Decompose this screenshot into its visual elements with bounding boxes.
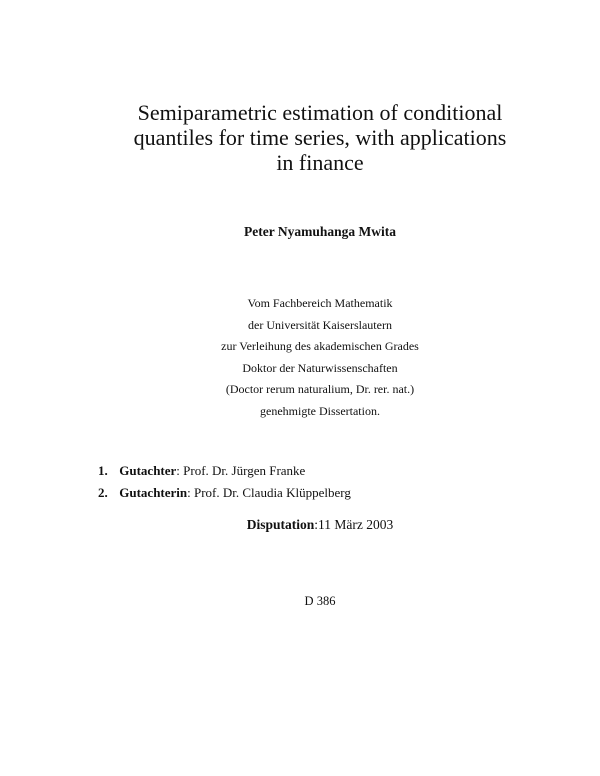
reviewer-role: Gutachterin	[119, 485, 188, 500]
disputation-label: Disputation	[246, 517, 315, 532]
disputation-date	[20, 517, 600, 533]
reviewer-item	[98, 482, 351, 504]
title-line-1: Semiparametric estimation of conditional	[137, 100, 503, 125]
title-line-3: in finance	[276, 150, 364, 175]
reviewer-number: 2.	[98, 485, 108, 500]
reviewer-number: 1.	[98, 463, 108, 478]
reviewer-list	[98, 460, 351, 504]
statement-line-2: der Universität Kaiserslautern	[248, 317, 392, 332]
reviewer-item	[98, 460, 351, 482]
statement-line-3: zur Verleihung des akademischen Grades	[221, 339, 419, 353]
disputation-value: :11 März 2003	[314, 517, 394, 532]
statement-line-1: Vom Fachbereich Mathematik	[247, 296, 393, 310]
reviewer-role: Gutachter	[119, 463, 177, 478]
statement-line-5: (Doctor rerum naturalium, Dr. rer. nat.)	[225, 382, 415, 396]
d-number: D 386	[304, 594, 336, 608]
reviewer-name: : Prof. Dr. Jürgen Franke	[176, 463, 306, 478]
statement-line-6: genehmigte Dissertation.	[260, 403, 380, 418]
author-name: Peter Nyamuhanga Mwita	[244, 224, 396, 239]
title-line-2: quantiles for time series, with applications	[133, 125, 507, 150]
dissertation-statement	[20, 293, 600, 422]
statement-line-4: Doktor der Naturwissenschaften	[242, 360, 398, 375]
thesis-title	[60, 100, 580, 175]
reviewer-name: : Prof. Dr. Claudia Klüppelberg	[187, 485, 351, 500]
